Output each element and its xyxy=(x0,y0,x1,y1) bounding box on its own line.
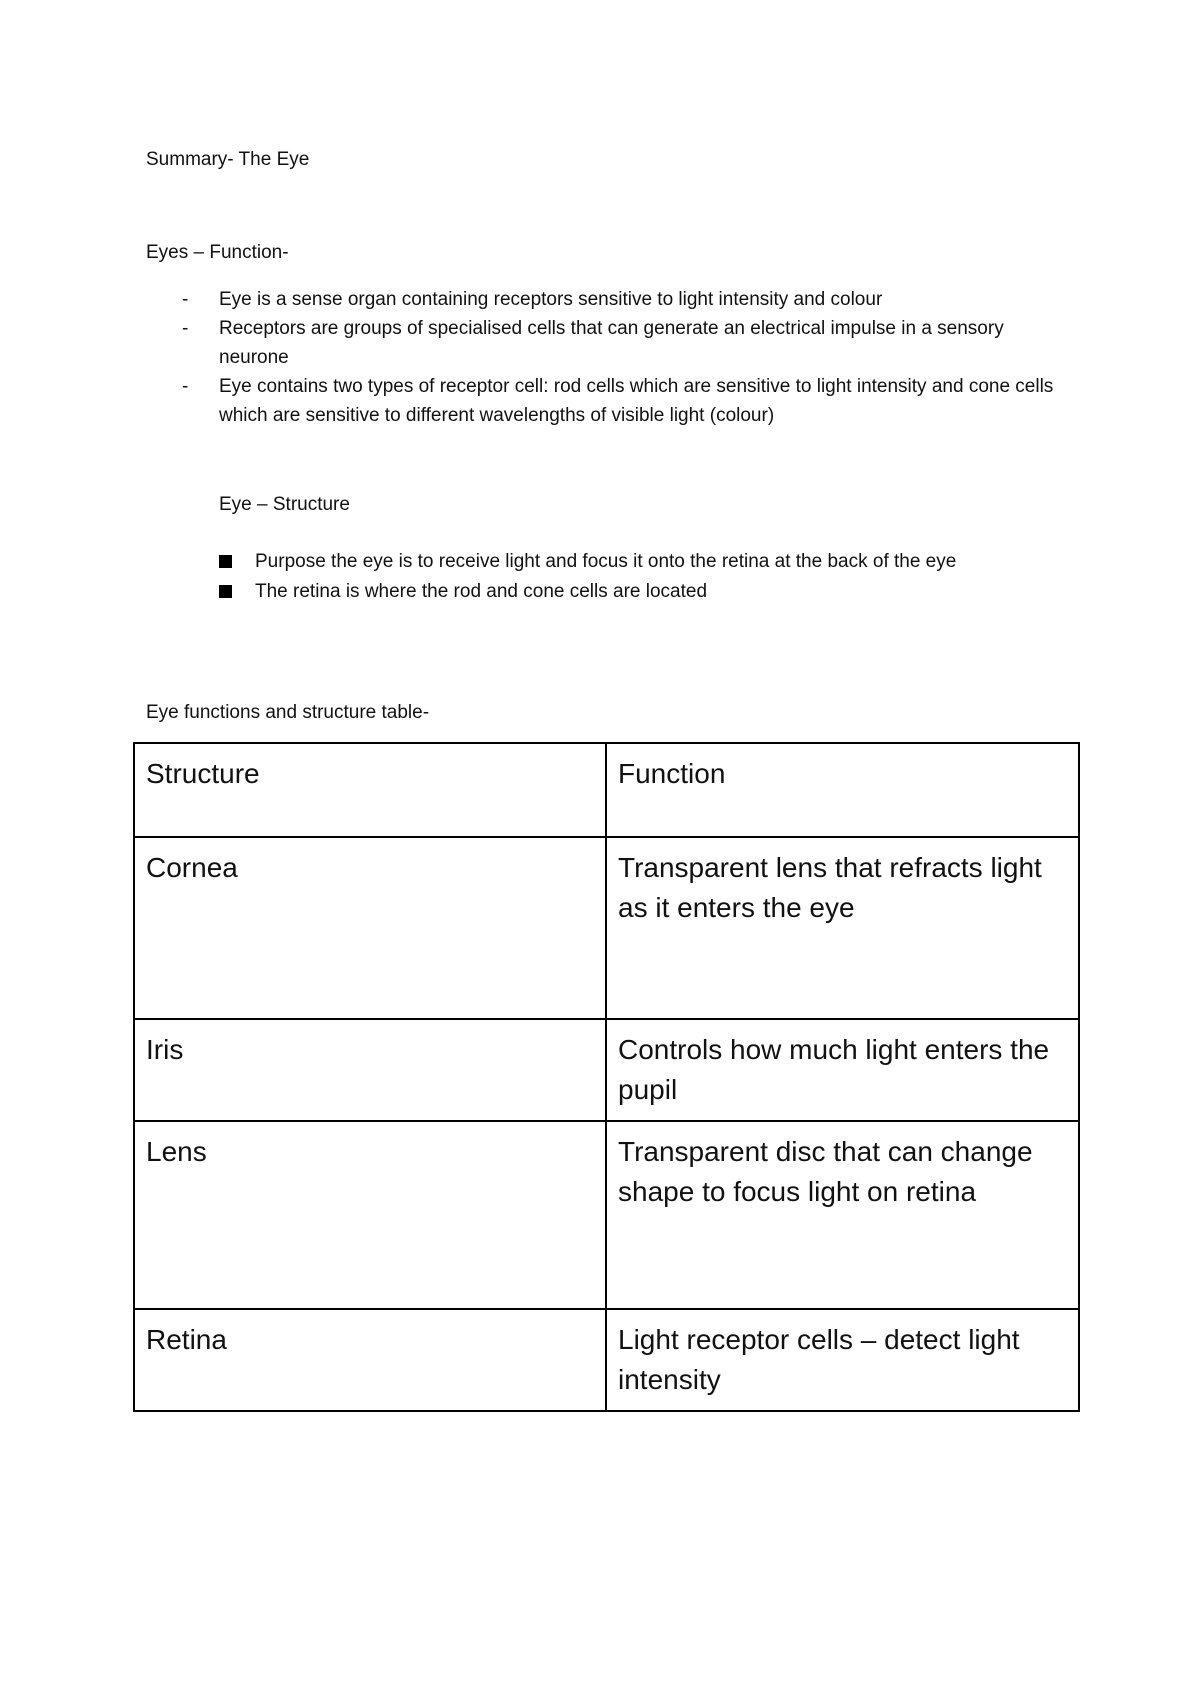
table-caption: Eye functions and structure table- xyxy=(146,702,430,723)
list-item xyxy=(219,577,1079,607)
eye-structure-table xyxy=(133,742,1080,1412)
list-item-text: Eye contains two types of receptor cell: rod cells which are sensitive to light intensity and cone cells which are sensitive to different wavelengths of visible light (colour) xyxy=(219,376,1054,426)
list-item xyxy=(146,314,1066,372)
structure-heading: Eye – Structure xyxy=(219,494,350,515)
table-header-row xyxy=(134,743,1079,837)
list-item-text: Purpose the eye is to receive light and focus it onto the retina at the back of the eye xyxy=(255,551,957,572)
function-cell: Controls how much light enters the pupil xyxy=(606,1019,1079,1121)
list-item-text: The retina is where the rod and cone cells are located xyxy=(255,581,708,602)
dash-bullet-icon: - xyxy=(182,318,189,339)
header-structure: Structure xyxy=(134,743,606,837)
structure-cell: Lens xyxy=(134,1121,606,1309)
dash-bullet-icon: - xyxy=(182,376,189,397)
structure-cell: Iris xyxy=(134,1019,606,1121)
list-item xyxy=(146,372,1066,430)
square-bullet-icon xyxy=(219,555,232,568)
table-row xyxy=(134,1309,1079,1411)
function-heading: Eyes – Function- xyxy=(146,242,289,263)
header-function: Function xyxy=(606,743,1079,837)
function-cell: Transparent disc that can change shape to focus light on retina xyxy=(606,1121,1079,1309)
structure-list xyxy=(219,547,1079,607)
function-cell: Transparent lens that refracts light as it enters the eye xyxy=(606,837,1079,1019)
table-row xyxy=(134,837,1079,1019)
list-item xyxy=(219,547,1079,577)
function-list xyxy=(146,285,1066,430)
structure-cell: Retina xyxy=(134,1309,606,1411)
document-title: Summary- The Eye xyxy=(146,149,310,170)
table-row xyxy=(134,1121,1079,1309)
dash-bullet-icon: - xyxy=(182,289,189,310)
list-item xyxy=(146,285,1066,314)
structure-cell: Cornea xyxy=(134,837,606,1019)
table-row xyxy=(134,1019,1079,1121)
list-item-text: Eye is a sense organ containing receptors sensitive to light intensity and colour xyxy=(219,289,883,310)
square-bullet-icon xyxy=(219,585,232,598)
function-cell: Light receptor cells – detect light intensity xyxy=(606,1309,1079,1411)
list-item-text: Receptors are groups of specialised cells that can generate an electrical impulse in a sensory neurone xyxy=(219,318,1004,368)
